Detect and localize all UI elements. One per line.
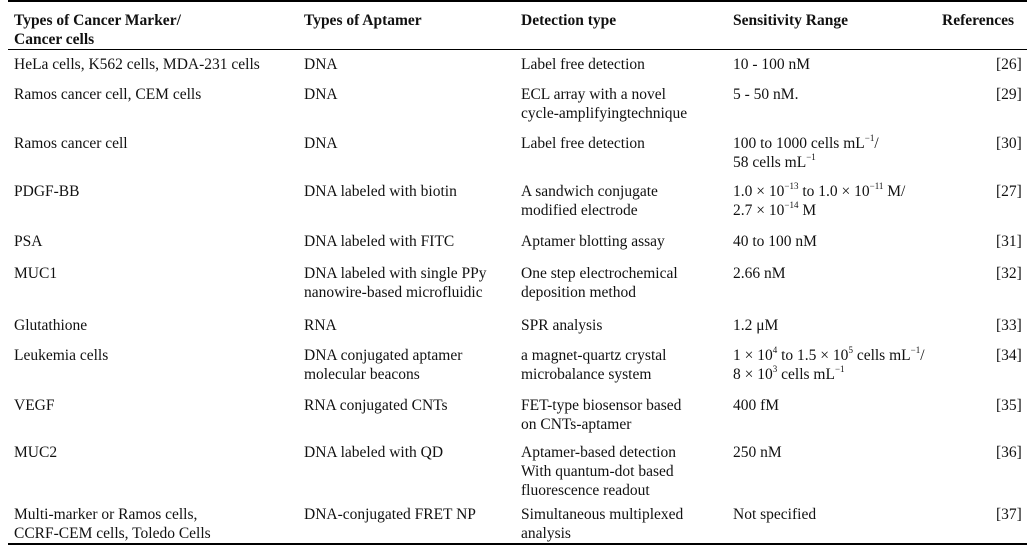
cell-sensitivity <box>733 396 779 415</box>
cell-sensitivity-line: 400 fM <box>733 397 780 414</box>
cell-reference: [37] <box>996 506 1022 523</box>
cell-detection <box>521 264 678 302</box>
cell-aptamer <box>304 134 338 153</box>
table-header-rule <box>8 49 1027 50</box>
cell-aptamer-line: DNA <box>304 135 338 152</box>
cell-sensitivity-line: 100 to 1000 cells $mL^{-1}/$ <box>733 132 879 152</box>
header-marker-line1: Types of Cancer Marker/ <box>14 12 181 29</box>
cell-marker <box>14 232 42 251</box>
header-detection: Detection type <box>521 12 617 29</box>
cell-aptamer-line: DNA labeled with QD <box>304 444 444 461</box>
cell-sensitivity <box>733 232 817 251</box>
cell-detection-line: fluorescence readout <box>521 482 650 499</box>
cell-reference: [31] <box>996 233 1022 250</box>
cell-detection <box>521 85 687 123</box>
cell-aptamer-line: RNA conjugated CNTs <box>304 397 448 414</box>
cell-marker <box>14 134 128 153</box>
cell-detection <box>521 316 602 335</box>
cell-detection-line: deposition method <box>521 284 636 301</box>
cell-marker-line: VEGF <box>14 397 55 414</box>
cell-detection-line: microbalance system <box>521 366 652 383</box>
cell-sensitivity <box>733 264 786 283</box>
cell-detection <box>521 505 683 543</box>
cell-aptamer <box>304 85 338 104</box>
cell-marker-line: Ramos cancer cell, CEM cells <box>14 86 202 103</box>
cell-marker <box>14 316 87 335</box>
cell-reference: [35] <box>996 397 1022 414</box>
cell-sensitivity <box>733 316 778 335</box>
cell-detection-line: FET-type biosensor based <box>521 397 682 414</box>
cell-aptamer <box>304 55 338 74</box>
cell-sensitivity-line: 40 to 100 nM <box>733 233 817 250</box>
cell-detection-line: analysis <box>521 525 571 542</box>
cell-reference: [36] <box>996 444 1022 461</box>
cell-aptamer-line: DNA labeled with FITC <box>304 233 455 250</box>
cell-sensitivity <box>733 505 816 524</box>
cell-sensitivity <box>733 134 879 172</box>
cell-detection-line: a magnet-quartz crystal <box>521 347 667 364</box>
cell-marker <box>14 85 201 104</box>
cell-sensitivity-line: 58 cells $mL^{-1}$ <box>733 151 816 171</box>
cell-detection-line: Label free detection <box>521 135 645 152</box>
cell-detection-line: Label free detection <box>521 56 645 73</box>
cell-marker-line: PDGF-BB <box>14 183 80 200</box>
cell-sensitivity-line: 250 nM <box>733 444 782 461</box>
cell-detection-line: One step electrochemical <box>521 265 678 282</box>
cell-marker <box>14 443 57 462</box>
cell-marker-line: Glutathione <box>14 317 88 334</box>
cell-marker-line: Leukemia cells <box>14 347 109 364</box>
cell-detection-line: cycle-amplifyingtechnique <box>521 105 688 122</box>
cell-reference: [27] <box>996 183 1022 200</box>
header-references: References <box>942 12 1015 29</box>
cell-detection-line: SPR analysis <box>521 317 603 334</box>
header-marker-line2: Cancer cells <box>14 31 95 48</box>
cell-marker <box>14 396 54 415</box>
cell-detection <box>521 182 658 220</box>
cell-detection <box>521 232 665 251</box>
cell-sensitivity-line: $1 \times 10^4$ to $1.5 \times 10^5$ cells $mL^{-1}/$ <box>733 344 925 364</box>
cell-sensitivity <box>733 182 905 220</box>
cell-aptamer-line: RNA <box>304 317 337 334</box>
cell-sensitivity-line: Not specified <box>733 506 817 523</box>
cell-marker <box>14 505 211 543</box>
cell-marker-line: Multi-marker or Ramos cells, <box>14 506 198 523</box>
cell-aptamer <box>304 443 443 462</box>
cell-aptamer <box>304 232 454 251</box>
cell-reference: [30] <box>996 135 1022 152</box>
cell-aptamer-line: molecular beacons <box>304 366 420 383</box>
cell-detection-line: ECL array with a novel <box>521 86 666 103</box>
cell-detection <box>521 134 645 153</box>
cell-sensitivity-line: 5 - 50 nM. <box>733 86 799 103</box>
cell-reference: [34] <box>996 347 1022 364</box>
cell-aptamer <box>304 316 337 335</box>
cell-detection <box>521 55 645 74</box>
cell-aptamer-line: DNA conjugated aptamer <box>304 347 463 364</box>
cell-marker-line: Ramos cancer cell <box>14 135 128 152</box>
cell-aptamer <box>304 396 448 415</box>
cell-detection-line: A sandwich conjugate <box>521 183 658 200</box>
cell-reference: [32] <box>996 265 1022 282</box>
cell-sensitivity <box>733 85 798 104</box>
cell-reference: [26] <box>996 56 1022 73</box>
cell-detection-line: Simultaneous multiplexed <box>521 506 684 523</box>
cell-marker-line: PSA <box>14 233 43 250</box>
cell-sensitivity-line: 1.2 μM <box>733 317 779 334</box>
cell-sensitivity-line: $1.0 \times 10^{-13}$ to $1.0 \times 10^{-11}$ M/ <box>733 180 906 200</box>
cell-marker-line: MUC2 <box>14 444 58 461</box>
cell-sensitivity-line: 10 - 100 nM <box>733 56 811 73</box>
cell-aptamer <box>304 505 476 524</box>
cell-aptamer <box>304 264 487 302</box>
cell-detection-line: With quantum-dot based <box>521 463 674 480</box>
cell-aptamer-line: DNA <box>304 56 338 73</box>
cell-sensitivity-line: $8 \times 10^3$ cells $mL^{-1}$ <box>733 363 845 383</box>
cell-sensitivity-line: 2.66 nM <box>733 265 786 282</box>
cell-aptamer-line: nanowire-based microfluidic <box>304 284 483 301</box>
cell-detection-line: modified electrode <box>521 202 638 219</box>
cell-reference: [29] <box>996 86 1022 103</box>
cell-aptamer <box>304 182 457 201</box>
cell-aptamer-line: DNA labeled with single PPy <box>304 265 487 282</box>
cell-sensitivity <box>733 443 782 462</box>
cell-aptamer-line: DNA labeled with biotin <box>304 183 457 200</box>
cell-aptamer-line: DNA <box>304 86 338 103</box>
cell-marker <box>14 55 260 74</box>
cell-aptamer <box>304 346 462 384</box>
cell-detection <box>521 396 681 434</box>
cell-marker-line: CCRF-CEM cells, Toledo Cells <box>14 525 211 542</box>
table-bottom-rule <box>8 543 1027 545</box>
cell-marker-line: MUC1 <box>14 265 58 282</box>
cell-marker <box>14 264 57 283</box>
cell-reference: [33] <box>996 317 1022 334</box>
cell-marker <box>14 346 108 365</box>
header-sensitivity: Sensitivity Range <box>733 12 848 29</box>
cell-detection-line: Aptamer blotting assay <box>521 233 665 250</box>
header-marker <box>14 11 181 49</box>
cell-aptamer-line: DNA-conjugated FRET NP <box>304 506 476 523</box>
cell-sensitivity <box>733 346 925 384</box>
cell-detection <box>521 346 666 384</box>
cell-marker-line: HeLa cells, K562 cells, MDA-231 cells <box>14 56 260 73</box>
cell-marker <box>14 182 79 201</box>
cell-detection-line: on CNTs-aptamer <box>521 416 632 433</box>
cell-detection <box>521 443 676 500</box>
cell-sensitivity-line: $2.7 \times 10^{-14}$ M <box>733 199 817 219</box>
cell-sensitivity <box>733 55 810 74</box>
cell-detection-line: Aptamer-based detection <box>521 444 677 461</box>
header-aptamer: Types of Aptamer <box>304 12 422 29</box>
table-top-rule <box>8 0 1027 2</box>
